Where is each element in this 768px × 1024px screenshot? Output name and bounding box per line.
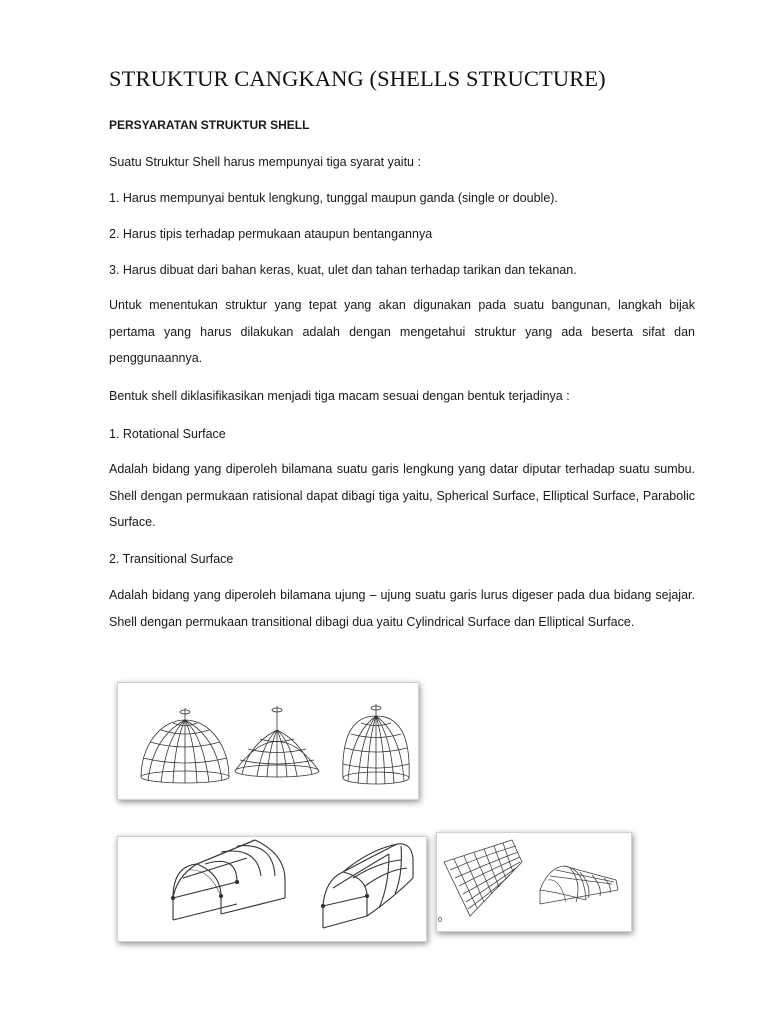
requirement-1: 1. Harus mempunyai bentuk lengkung, tunggal maupun ganda (single or double). xyxy=(109,191,558,205)
grid-surface-icon xyxy=(444,840,522,916)
elliptical-dome-icon xyxy=(235,706,319,777)
intro-text: Suatu Struktur Shell harus mempunyai tiga syarat yaitu : xyxy=(109,155,421,169)
document-title: STRUKTUR CANGKANG (SHELLS STRUCTURE) xyxy=(109,66,606,91)
figure-rotational-surfaces xyxy=(117,682,419,800)
parabolic-dome-icon xyxy=(343,704,409,784)
figure-stray-mark: 0 xyxy=(438,917,442,924)
curved-vault-icon xyxy=(321,844,413,928)
section-body-transitional: Adalah bidang yang diperoleh bilamana ujung – ujung suatu garis lurus digeser pada dua bidang sejajar. Shell dengan permukaan transitional dibagi dua yaitu Cylindrical Surface dan Elliptical Surface. xyxy=(109,588,695,629)
conoid-shell-icon xyxy=(540,866,618,904)
figure-transitional-surfaces xyxy=(117,836,427,942)
selection-paragraph: Untuk menentukan struktur yang tepat yang akan digunakan pada suatu bangunan, langkah bijak pertama yang harus dilakukan adalah dengan mengetahui struktur yang ada beserta sifat dan penggunaannya. xyxy=(109,298,695,365)
spherical-dome-icon xyxy=(141,708,229,783)
cylindrical-vault-icon xyxy=(171,840,285,920)
section-subheading: PERSYARATAN STRUKTUR SHELL xyxy=(109,118,310,132)
section-heading-transitional: 2. Transitional Surface xyxy=(109,552,234,566)
elliptical-surfaces-drawing xyxy=(436,832,632,932)
transitional-surfaces-drawing xyxy=(117,836,427,942)
rotational-surfaces-drawing xyxy=(117,682,419,800)
requirement-3: 3. Harus dibuat dari bahan keras, kuat, ulet dan tahan terhadap tarikan dan tekanan. xyxy=(109,263,577,277)
section-body-rotational: Adalah bidang yang diperoleh bilamana suatu garis lengkung yang datar diputar terhadap suatu sumbu. Shell dengan permukaan ratisional dapat dibagi tiga yaitu, Spherical Surface, Elliptical Surface, Parabolic Surface. xyxy=(109,462,695,529)
figure-elliptical-surfaces xyxy=(436,832,632,932)
requirement-2: 2. Harus tipis terhadap permukaan ataupun bentangannya xyxy=(109,227,433,241)
classification-intro: Bentuk shell diklasifikasikan menjadi tiga macam sesuai dengan bentuk terjadinya : xyxy=(109,389,570,403)
section-heading-rotational: 1. Rotational Surface xyxy=(109,427,226,441)
